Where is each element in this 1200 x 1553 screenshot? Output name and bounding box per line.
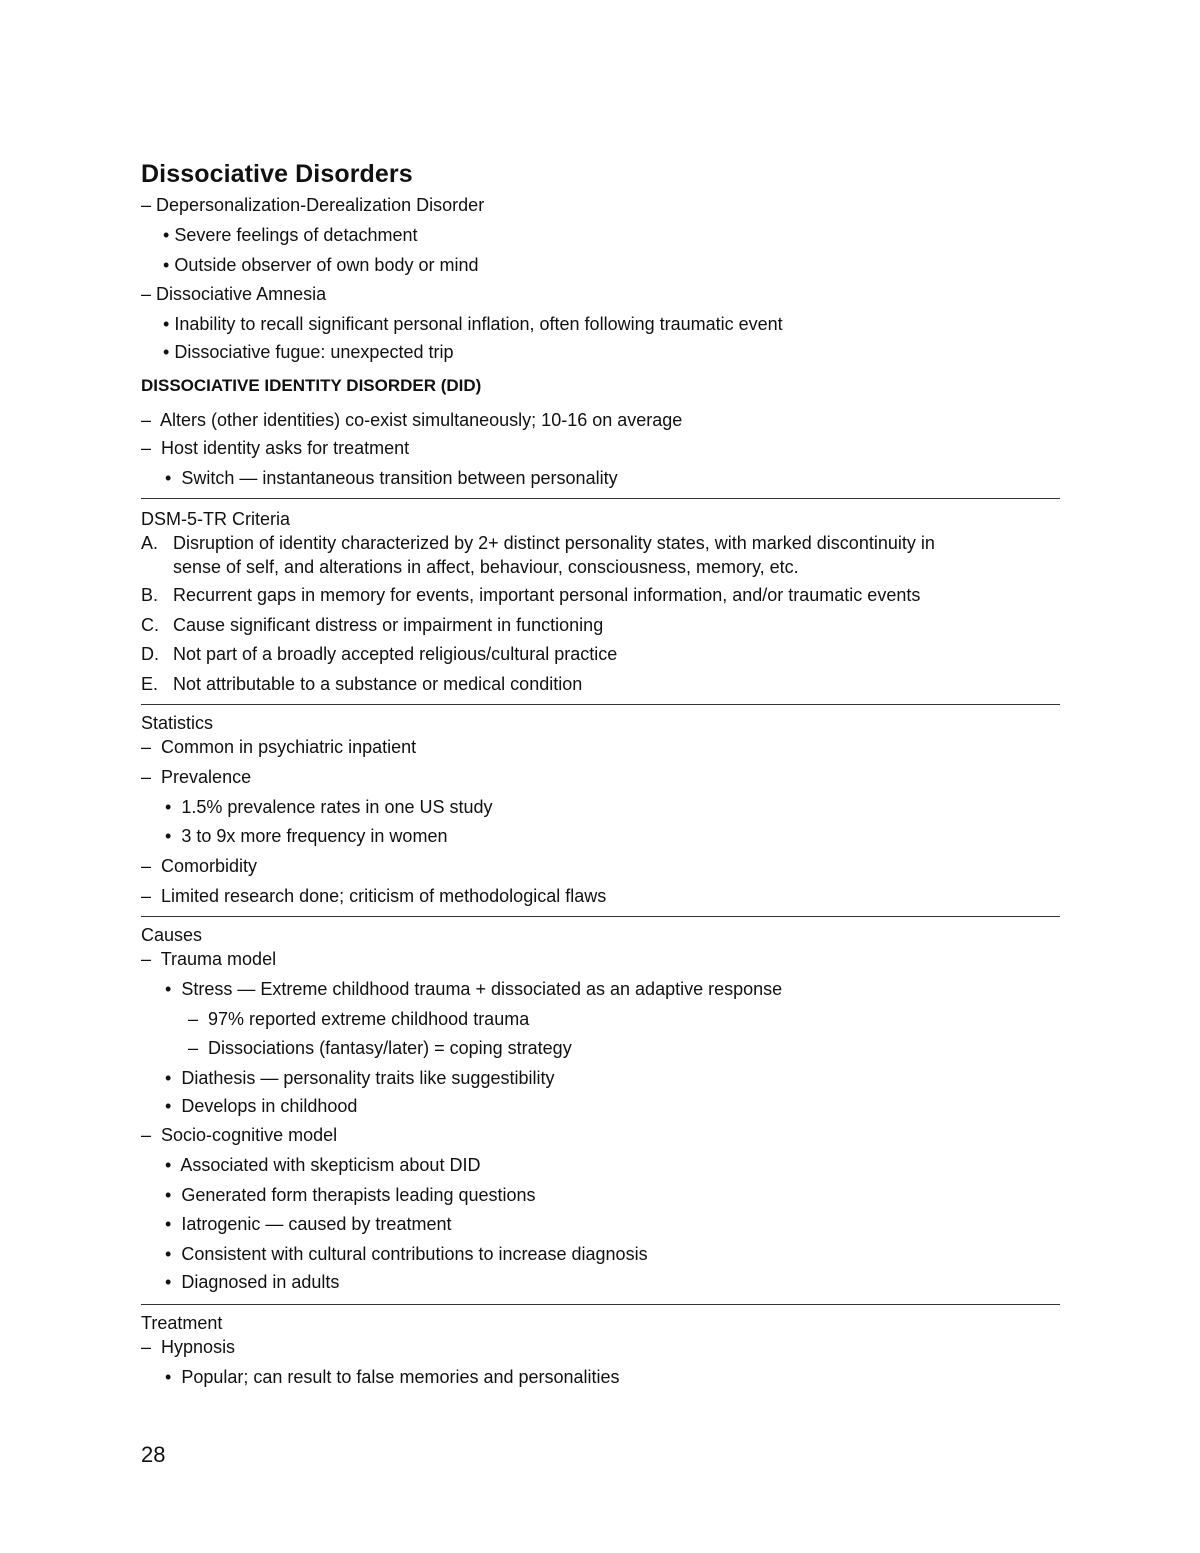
bullet-marker: • <box>163 225 170 245</box>
item-text: Popular; can result to false memories and personalities <box>181 1367 620 1387</box>
item-text: Common in psychiatric inpatient <box>161 737 417 757</box>
item-text: Trauma model <box>160 949 277 969</box>
item-text: Dissociative fugue: unexpected trip <box>174 342 454 362</box>
dash-marker: – <box>188 1038 199 1058</box>
item-text: Inability to recall significant personal inflation, often following traumatic event <box>174 314 783 334</box>
item-text: Limited research done; criticism of methodological flaws <box>161 886 607 906</box>
bullet-marker: • <box>165 826 172 846</box>
criterion-text: Disruption of identity characterized by 2+ distinct personality states, with marked discontinuity in <box>173 533 935 553</box>
list-item <box>165 1365 620 1389</box>
list-item <box>163 312 783 336</box>
bullet-marker: • <box>165 1367 172 1387</box>
list-item <box>165 1094 357 1118</box>
list-item <box>165 1212 451 1236</box>
list-item <box>141 193 484 217</box>
section-heading-statistics: Statistics <box>141 713 214 733</box>
item-text: Outside observer of own body or mind <box>174 255 479 275</box>
bullet-marker: • <box>163 314 170 334</box>
list-item <box>141 765 251 789</box>
bullet-marker: • <box>165 468 172 488</box>
dash-marker: – <box>141 410 152 430</box>
list-item <box>188 1007 529 1031</box>
dash-marker: – <box>141 886 152 906</box>
bullet-marker: • <box>165 797 172 817</box>
divider <box>141 916 1060 917</box>
list-item <box>141 1335 235 1359</box>
list-item <box>165 977 782 1001</box>
list-item <box>163 253 478 277</box>
item-text: 97% reported extreme childhood trauma <box>208 1009 530 1029</box>
dash-marker: – <box>141 737 152 757</box>
criterion-text-continued: sense of self, and alterations in affect, behaviour, consciousness, memory, etc. <box>173 557 799 577</box>
bullet-marker: • <box>165 979 172 999</box>
dash-marker: – <box>141 856 152 876</box>
section-heading-did: DISSOCIATIVE IDENTITY DISORDER (DID) <box>141 376 482 395</box>
list-item <box>163 223 417 247</box>
list-item <box>165 466 618 490</box>
list-item <box>165 1270 339 1294</box>
item-text: Diathesis — personality traits like suggestibility <box>181 1068 555 1088</box>
item-text: Alters (other identities) co-exist simultaneously; 10-16 on average <box>160 410 683 430</box>
criterion-text: Cause significant distress or impairment in functioning <box>173 615 604 635</box>
dash-marker: – <box>141 195 152 215</box>
dash-marker: – <box>141 438 152 458</box>
dash-marker: – <box>141 949 152 969</box>
list-item <box>165 1153 480 1177</box>
list-item <box>141 947 276 971</box>
dash-marker: – <box>188 1009 199 1029</box>
divider <box>141 498 1060 499</box>
dash-marker: – <box>141 284 152 304</box>
criterion-letter: D. <box>141 644 159 664</box>
item-text: Iatrogenic — caused by treatment <box>181 1214 452 1234</box>
divider <box>141 1304 1060 1305</box>
bullet-marker: • <box>165 1214 172 1234</box>
criterion-text: Recurrent gaps in memory for events, important personal information, and/or traumatic events <box>173 585 921 605</box>
item-text: Dissociative Amnesia <box>156 284 327 304</box>
list-item <box>165 1242 648 1266</box>
item-text: Prevalence <box>161 767 252 787</box>
item-text: Generated form therapists leading questions <box>181 1185 536 1205</box>
criterion-letter: A. <box>141 533 159 553</box>
list-item <box>141 884 606 908</box>
item-text: Severe feelings of detachment <box>174 225 418 245</box>
section-heading-criteria: DSM-5-TR Criteria <box>141 509 291 529</box>
bullet-marker: • <box>165 1096 172 1116</box>
section-heading-treatment: Treatment <box>141 1313 223 1333</box>
list-item <box>141 408 682 432</box>
item-text: Hypnosis <box>161 1337 236 1357</box>
bullet-marker: • <box>163 342 170 362</box>
list-item <box>141 854 257 878</box>
item-text: Diagnosed in adults <box>181 1272 340 1292</box>
list-item <box>141 1123 337 1147</box>
bullet-marker: • <box>165 1272 172 1292</box>
divider <box>141 704 1060 705</box>
item-text: Develops in childhood <box>181 1096 358 1116</box>
page-title: Dissociative Disorders <box>141 160 413 188</box>
item-text: 3 to 9x more frequency in women <box>181 826 448 846</box>
criterion-text: Not attributable to a substance or medical condition <box>173 674 583 694</box>
item-text: Depersonalization-Derealization Disorder <box>156 195 485 215</box>
list-item <box>165 1066 554 1090</box>
bullet-marker: • <box>165 1185 172 1205</box>
list-item <box>141 735 416 759</box>
bullet-marker: • <box>165 1244 172 1264</box>
bullet-marker: • <box>163 255 170 275</box>
list-item <box>141 282 326 306</box>
bullet-marker: • <box>165 1068 172 1088</box>
item-text: Host identity asks for treatment <box>161 438 410 458</box>
list-item <box>165 1183 536 1207</box>
item-text: Associated with skepticism about DID <box>180 1155 481 1175</box>
item-text: Socio-cognitive model <box>161 1125 338 1145</box>
page-number: 28 <box>141 1442 166 1467</box>
criterion-letter: C. <box>141 615 159 635</box>
criterion-text: Not part of a broadly accepted religious/cultural practice <box>173 644 618 664</box>
section-heading-causes: Causes <box>141 925 203 945</box>
item-text: Stress — Extreme childhood trauma + dissociated as an adaptive response <box>181 979 783 999</box>
item-text: Comorbidity <box>161 856 258 876</box>
list-item <box>163 340 454 364</box>
list-item <box>188 1036 572 1060</box>
item-text: Dissociations (fantasy/later) = coping strategy <box>208 1038 572 1058</box>
item-text: 1.5% prevalence rates in one US study <box>181 797 493 817</box>
list-item <box>165 795 493 819</box>
criterion-letter: E. <box>141 674 159 694</box>
dash-marker: – <box>141 1337 152 1357</box>
criterion-letter: B. <box>141 585 159 605</box>
item-text: Consistent with cultural contributions to increase diagnosis <box>181 1244 648 1264</box>
dash-marker: – <box>141 767 152 787</box>
list-item <box>165 824 447 848</box>
list-item <box>141 436 409 460</box>
item-text: Switch — instantaneous transition between personality <box>181 468 618 488</box>
bullet-marker: • <box>165 1155 172 1175</box>
dash-marker: – <box>141 1125 152 1145</box>
